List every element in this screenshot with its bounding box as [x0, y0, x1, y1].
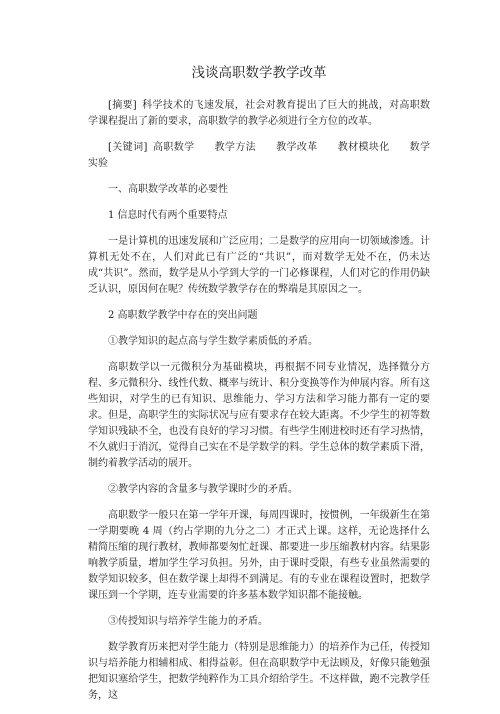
keyword-item: 教学方法: [214, 142, 257, 153]
body-paragraph: 数学教育历来把对学生能力（特别是思维能力）的培养作为己任，传授知识与培养能力相辅相成、相得益彰。但在高职数学中无法顾及，好像只能勉强把知识塞给学生，把数学纯粹作为工具介绍给学生。不这样做，跑不完教学任务，这: [88, 642, 430, 701]
subsection-heading: 1 信息时代有两个重要特点: [108, 210, 228, 221]
abstract-label: [摘要]: [108, 100, 137, 111]
keyword-item: 高职数学: [152, 142, 195, 153]
abstract-text: 科学技术的飞速发展，社会对教育提出了巨大的挑战，对高职数学课程提出了新的要求，高职数学的教学必须进行全方位的改革。: [88, 100, 431, 127]
section-heading: 一、高职数学改革的必要性: [108, 184, 228, 195]
item-heading: ①教学知识的起点高与学生数学素质低的矛盾。: [108, 336, 318, 347]
keyword-item: 教学改革: [276, 142, 318, 153]
item-heading: ③传授知识与培养学生能力的矛盾。: [108, 616, 268, 627]
body-paragraph: 一是计算机的迅速发展和广泛应用；二是数学的应用向一切领域渗透。计算机无处不在，人们对此已有广泛的“共识”，而对数学无处不在，仍未达成“共识”。然而，数学是从小学到大学的一门必修课程，人们对它的作用仍缺乏认识，原因何在呢？传统数学教学存在的弊端是其原因之一。: [88, 236, 430, 295]
keywords-label: [关键词]: [108, 142, 148, 153]
subsection-heading: 2 高职数学教学中存在的突出问题: [108, 310, 258, 321]
abstract: [88, 98, 430, 130]
document-body: [88, 64, 430, 714]
document-title: 浅谈高职数学教学改革: [191, 65, 327, 81]
keywords: [88, 140, 430, 172]
keyword-item: 教材模块化: [337, 142, 390, 153]
item-heading: ②教学内容的含量多与教学课时少的矛盾。: [108, 484, 298, 495]
keyword-item: 数学实验: [88, 142, 431, 169]
body-paragraph: 高职数学以一元微积分为基础模块，再根据不同专业情况，选择微分方程、多元微积分、线性代数、概率与统计、积分变换等作为伸展内容。所有这些知识，对学生的已有知识、思维能力、学习方法和学习能力都有一定的要求。但是，高职学生的实际状况与应有要求存在较大距离。不少学生的初等数学知识残缺不全，也没有良好的学习习惯。有些学生刚进校时还有学习热情，不久就归于消沉，觉得自己实在不是学数学的料。学生总体的数学素质下滑，制约着教学活动的展开。: [88, 362, 430, 469]
body-paragraph: 高职数学一般只在第一学年开课，每周四课时，按惯例，一年级新生在第一学期要晚 4 周（约占学期的九分之二）才正式上课。这样，无论选择什么精简压缩的现行教材，教师都要匆忙赶课、都要进一步压缩教材内容。结果影响教学质量，增加学生学习负担。另外，由于课时受限，有些专业虽然需要的数学知识较多，但在数学课上却得不到满足。有的专业在课程设置时，把数学课压到一个学期，连专业需要的许多基本数学知识都不能接触。: [88, 510, 430, 601]
